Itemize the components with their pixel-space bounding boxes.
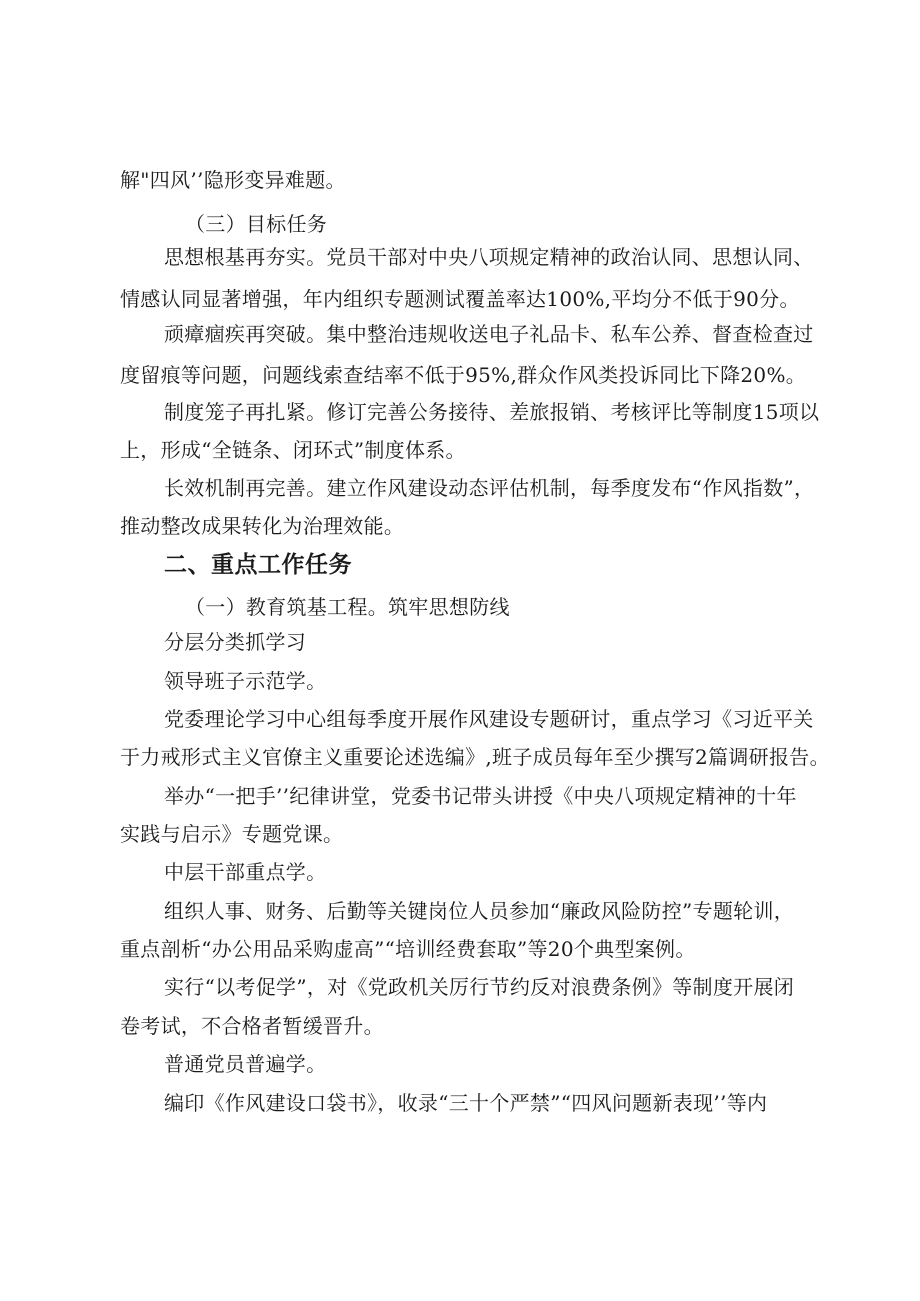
section-subheading: （一）教育筑基工程。筑牢思想防线 — [185, 595, 510, 619]
paragraph-line: 思想根基再夯实。党员干部对中央八项规定精神的政治认同、思想认同、 — [164, 245, 814, 269]
paragraph-line: 卷考试，不合格者暂缓晋升。 — [120, 1014, 384, 1038]
paragraph-line: 顽瘴痼疾再突破。集中整治违规收送电子礼品卡、私车公养、督查检查过 — [164, 322, 814, 346]
paragraph-line: 上，形成“全链条、闭环式”制度体系。 — [120, 438, 466, 462]
section-heading: 二、重点工作任务 — [164, 552, 352, 578]
paragraph-line: 党委理论学习中心组每季度开展作风建设专题研讨，重点学习《习近平关 — [164, 707, 814, 731]
paragraph-line: 于力戒形式主义官僚主义重要论述选编》,班子成员每年至少撰写2篇调研报告。 — [120, 745, 830, 769]
paragraph-line: 举办“一把手’’纪律讲堂，党委书记带头讲授《中央八项规定精神的十年 — [164, 784, 797, 808]
paragraph-line: 普通党员普遍学。 — [164, 1052, 327, 1076]
paragraph-line: 情感认同显著增强，年内组织专题测试覆盖率达100%,平均分不低于90分。 — [120, 287, 800, 311]
section-subheading: （三）目标任务 — [185, 212, 328, 236]
paragraph-line: 实践与启示》专题党课。 — [120, 822, 344, 846]
paragraph-line: 实行“以考促学”，对《党政机关厉行节约反对浪费条例》等制度开展闭 — [164, 975, 795, 999]
paragraph-line: 领导班子示范学。 — [164, 669, 327, 693]
paragraph-line: 中层干部重点学。 — [164, 860, 327, 884]
paragraph-line: 解"四风’’隐形变异难题。 — [120, 168, 346, 192]
paragraph-line: 度留痕等问题，问题线索查结率不低于95%,群众作风类投诉同比下降20%。 — [120, 363, 807, 387]
paragraph-line: 重点剖析“办公用品采购虚高”“培训经费套取”等20个典型案例。 — [120, 937, 696, 961]
paragraph-line: 长效机制再完善。建立作风建设动态评估机制，每季度发布“作风指数”， — [164, 476, 815, 500]
paragraph-line: 分层分类抓学习 — [164, 630, 307, 654]
paragraph-line: 组织人事、财务、后勤等关键岗位人员参加“廉政风险防控”专题轮训， — [164, 899, 795, 923]
paragraph-line: 推动整改成果转化为治理效能。 — [120, 514, 405, 538]
paragraph-line: 制度笼子再扎紧。修订完善公务接待、差旅报销、考核评比等制度15项以 — [164, 400, 820, 424]
paragraph-line: 编印《作风建设口袋书》，收录“三十个严禁”“四风问题新表现’’等内 — [164, 1091, 768, 1115]
